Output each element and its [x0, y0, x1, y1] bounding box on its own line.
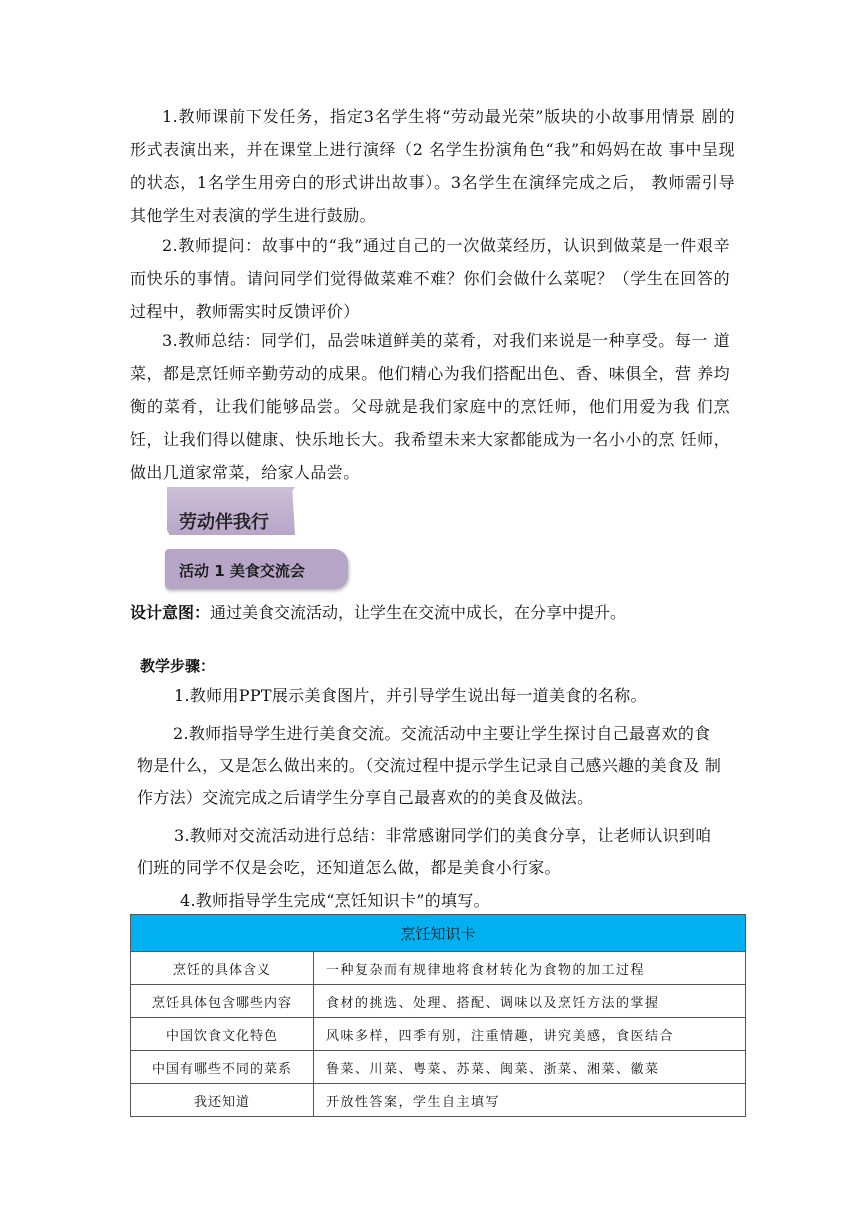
row-key: 中国饮食文化特色: [131, 1018, 314, 1051]
step-2: 2.教师指导学生进行美食交流。交流活动中主要让学生探讨自己最喜欢的食 物是什么，又是怎么做出来的。（交流过程中提示学生记录自己感兴趣的美食及 制作方法）交流完成之后请学生分享自己最喜欢的的美食及做法。: [137, 724, 722, 807]
design-intent: [130, 601, 626, 625]
paragraph-task: 1.教师课前下发任务，指定3名学生将“劳动最光荣”版块的小故事用情景 剧的形式表演出来，并在课堂上进行演绎（2 名学生扮演角色“我”和妈妈在故 事中呈现的状态，1名学生用旁白的形式讲出故事）。3名学生在演绎完成之后， 教师需引导其他学生对表演的学生进行鼓励。: [130, 107, 735, 225]
row-value: 风味多样，四季有别，注重情趣，讲究美感，食医结合: [314, 1018, 746, 1051]
row-value: 一种复杂而有规律地将食材转化为食物的加工过程: [314, 952, 746, 985]
step-1: 1.教师用PPT展示美食图片，并引导学生说出每一道美食的名称。: [174, 686, 647, 705]
paragraph-summary: 3.教师总结：同学们，品尝味道鲜美的菜肴，对我们来说是一种享受。每一 道菜，都是烹饪师辛勤劳动的成果。他们精心为我们搭配出色、香、味俱全，营 养均衡的菜肴，让我们能够品尝。父母就是我们家庭中的烹饪师，他们用爱为我 们烹饪，让我们得以健康、快乐地长大。我希望未来大家都能成为一名小小的烹 饪师，做出几道家常菜，给家人品尝。: [130, 331, 730, 482]
design-intent-text: 通过美食交流活动，让学生在交流中成长，在分享中提升。: [210, 603, 627, 622]
activity-title: 活动 1 美食交流会: [179, 562, 305, 580]
steps-title: 教学步骤：: [140, 657, 216, 675]
row-value: 鲁菜、川菜、粤菜、苏菜、闽菜、浙菜、湘菜、徽菜: [314, 1051, 746, 1084]
table-title: 烹饪知识卡: [131, 915, 746, 952]
section-title: 劳动伴我行: [179, 512, 269, 533]
step-4: 4.教师指导学生完成“烹饪知识卡”的填写。: [180, 891, 490, 910]
design-intent-label: 设计意图：: [130, 603, 211, 622]
table-row: [131, 1051, 746, 1084]
row-key: 烹饪的具体含义: [131, 952, 314, 985]
row-value: 食材的挑选、处理、搭配、调味以及烹饪方法的掌握: [314, 985, 746, 1018]
table-row: [131, 1084, 746, 1117]
row-value: 开放性答案，学生自主填写: [314, 1084, 746, 1117]
step-3: 3.教师对交流活动进行总结：非常感谢同学们的美食分享，让老师认识到咱 们班的同学不仅是会吃，还知道怎么做，都是美食小行家。: [137, 826, 712, 877]
table-row: [131, 952, 746, 985]
paragraph-question: 2.教师提问：故事中的“我”通过自己的一次做菜经历，认识到做菜是一件艰辛而快乐的事情。请问同学们觉得做菜难不难？你们会做什么菜呢？（学生在回答的过程中，教师需实时反馈评价）: [130, 236, 730, 321]
cooking-knowledge-card: [130, 914, 746, 1117]
row-key: 中国有哪些不同的菜系: [131, 1051, 314, 1084]
table-header-row: [131, 915, 746, 952]
table-row: [131, 1018, 746, 1051]
row-key: 我还知道: [131, 1084, 314, 1117]
row-key: 烹饪具体包含哪些内容: [131, 985, 314, 1018]
table-row: [131, 985, 746, 1018]
